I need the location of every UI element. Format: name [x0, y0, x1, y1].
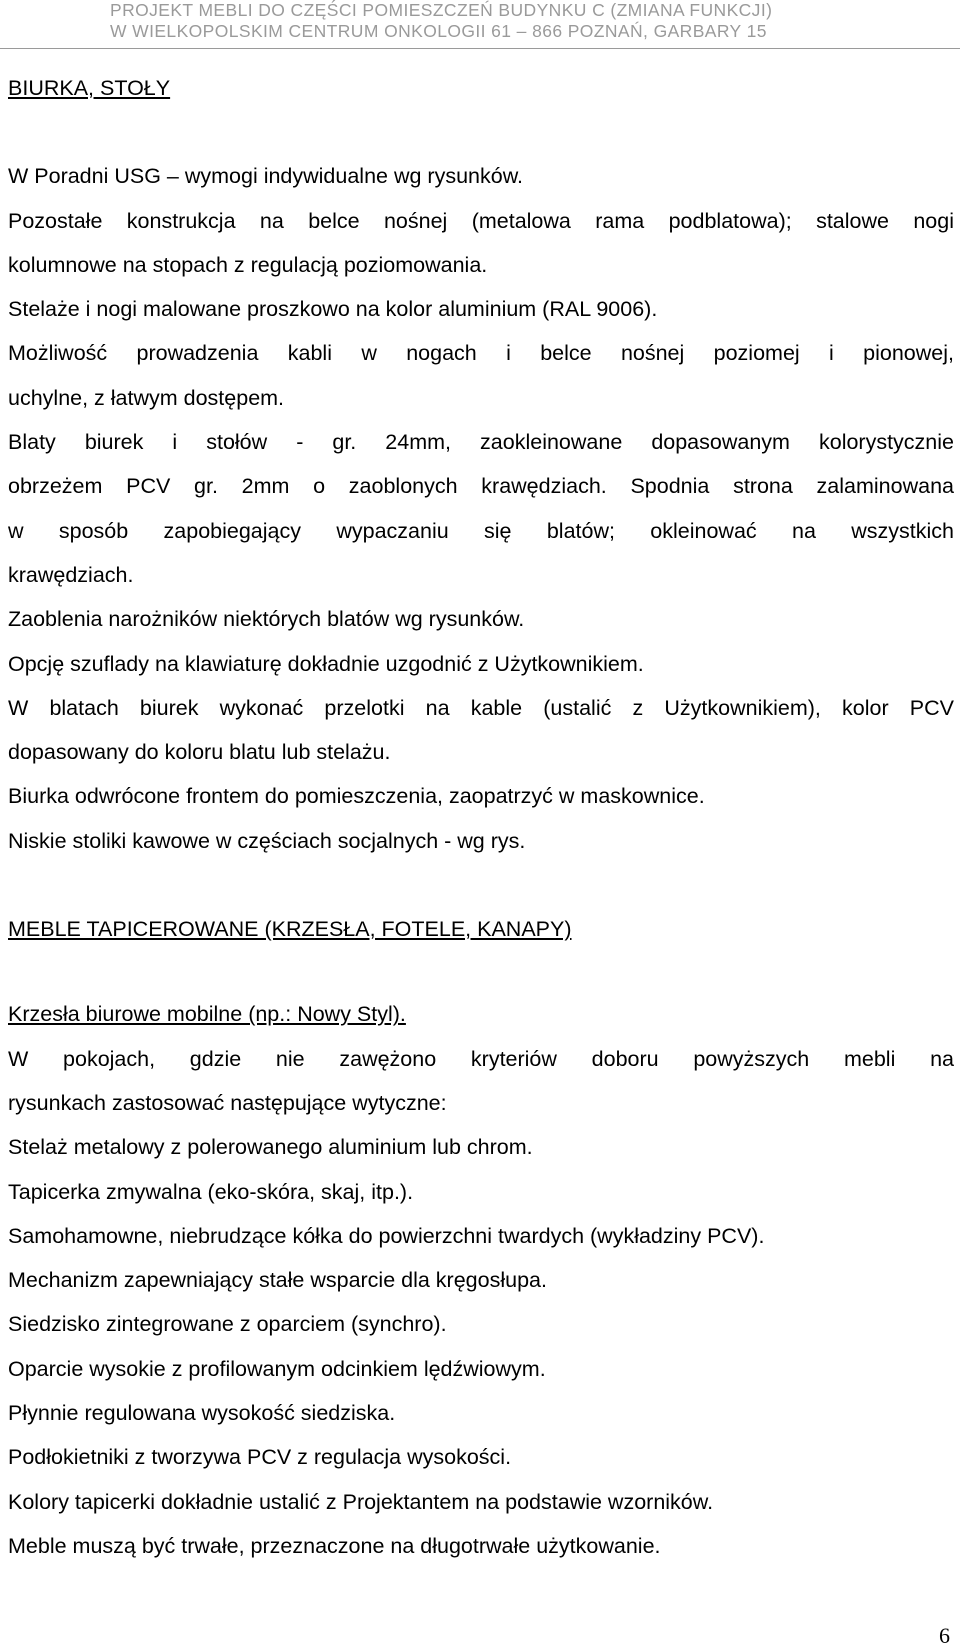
- section-title-upholstered-furniture: MEBLE TAPICEROWANE (KRZESŁA, FOTELE, KANAPY): [8, 917, 572, 942]
- paragraph-line: Możliwość prowadzenia kabli w nogach i belce nośnej poziomej i pionowej,: [8, 341, 954, 366]
- paragraph-line: Zaoblenia narożników niektórych blatów wg rysunków.: [8, 607, 525, 632]
- paragraph-line: dopasowany do koloru blatu lub stelażu.: [8, 740, 391, 765]
- paragraph-line: Mechanizm zapewniający stałe wsparcie dla kręgosłupa.: [8, 1268, 547, 1293]
- document-body: [8, 66, 954, 1568]
- paragraph-line: Kolory tapicerki dokładnie ustalić z Projektantem na podstawie wzorników.: [8, 1489, 714, 1514]
- paragraph-line: Pozostałe konstrukcja na belce nośnej (metalowa rama podblatowa); stalowe nogi: [8, 208, 954, 233]
- spacer: [8, 863, 954, 907]
- page-number: 6: [939, 1623, 950, 1648]
- document-header: [110, 0, 930, 42]
- section-upholstered-text: [8, 1037, 954, 1569]
- paragraph-line: Opcję szuflady na klawiaturę dokładnie uzgodnić z Użytkownikiem.: [8, 651, 644, 676]
- spacer: [8, 951, 954, 992]
- paragraph-line: Podłokietniki z tworzywa PCV z regulacja wysokości.: [8, 1445, 512, 1470]
- paragraph-line: Meble muszą być trwałe, przeznaczone na długotrwałe użytkowanie.: [8, 1533, 661, 1558]
- paragraph-line: obrzeżem PCV gr. 2mm o zaoblonych krawędziach. Spodnia strona zalaminowana: [8, 474, 954, 499]
- paragraph-line: Stelaż metalowy z polerowanego aluminium lub chrom.: [8, 1135, 533, 1160]
- paragraph-line: Płynnie regulowana wysokość siedziska.: [8, 1401, 396, 1426]
- section-desks-tables-text: [8, 154, 954, 863]
- section-title-desks-tables: BIURKA, STOŁY: [8, 76, 171, 100]
- header-line-2: W WIELKOPOLSKIM CENTRUM ONKOLOGII 61 – 866 POZNAŃ, GARBARY 15: [110, 21, 767, 41]
- header-line-1: PROJEKT MEBLI DO CZĘŚCI POMIESZCZEŃ BUDYNKU C (ZMIANA FUNKCJI): [110, 0, 773, 20]
- paragraph-line: Oparcie wysokie z profilowanym odcinkiem lędźwiowym.: [8, 1356, 546, 1381]
- paragraph-line: Samohamowne, niebrudzące kółka do powierzchni twardych (wykładziny PCV).: [8, 1223, 765, 1248]
- paragraph-line: W blatach biurek wykonać przelotki na kable (ustalić z Użytkownikiem), kolor PCV: [8, 695, 954, 720]
- paragraph-line: w sposób zapobiegający wypaczaniu się blatów; okleinować na wszystkich: [8, 518, 954, 543]
- paragraph-line: kolumnowe na stopach z regulacją poziomowania.: [8, 252, 488, 277]
- paragraph-line: W pokojach, gdzie nie zawężono kryteriów doboru powyższych mebli na: [8, 1046, 954, 1071]
- header-divider: [0, 48, 960, 49]
- paragraph-line: rysunkach zastosować następujące wytyczne:: [8, 1090, 447, 1115]
- paragraph-line: Stelaże i nogi malowane proszkowo na kolor aluminium (RAL 9006).: [8, 297, 658, 322]
- paragraph-line: krawędziach.: [8, 562, 134, 587]
- subsection-title-office-chairs: Krzesła biurowe mobilne (np.: Nowy Styl).: [8, 1002, 406, 1027]
- paragraph-line: uchylne, z łatwym dostępem.: [8, 385, 285, 410]
- paragraph-line: W Poradni USG – wymogi indywidualne wg rysunków.: [8, 164, 524, 189]
- paragraph-line: Siedzisko zintegrowane z oparciem (synchro).: [8, 1312, 447, 1337]
- paragraph-line: Blaty biurek i stołów - gr. 24mm, zaokleinowane dopasowanym kolorystycznie: [8, 430, 954, 455]
- paragraph-line: Tapicerka zmywalna (eko-skóra, skaj, itp.).: [8, 1179, 414, 1204]
- paragraph-line: Niskie stoliki kawowe w częściach socjalnych - wg rys.: [8, 828, 526, 853]
- paragraph-line: Biurka odwrócone frontem do pomieszczenia, zaopatrzyć w maskownice.: [8, 784, 705, 809]
- spacer: [8, 110, 954, 154]
